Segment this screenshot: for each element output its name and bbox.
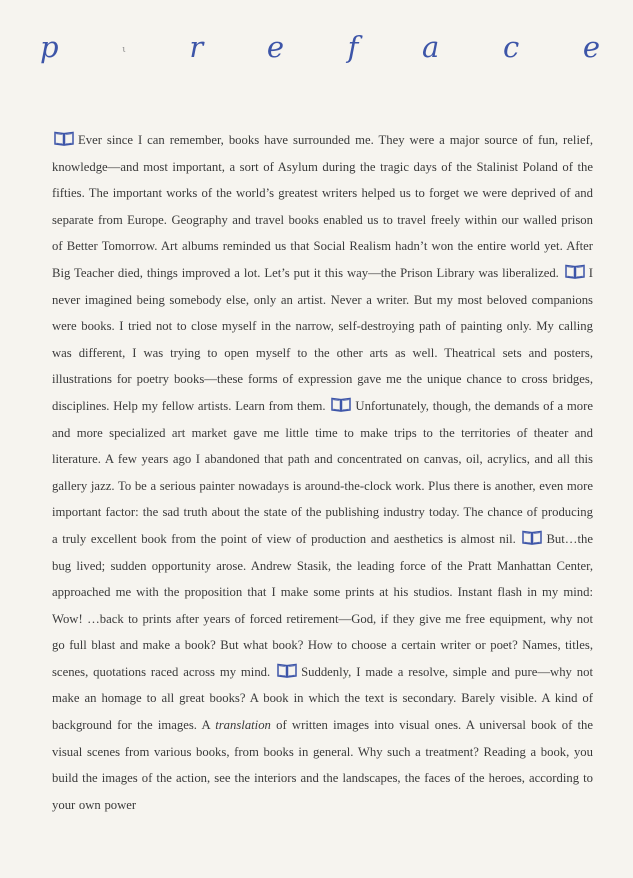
preface-body [52,127,593,818]
paragraph-1: Ever since I can remember, books have surrounded me. They were a major source of fun, relief, knowledge—and most important, a sort of Asylum during the tragic days of the Stalinist Poland of the fifties. The important works of the world’s greatest writers helped us to forget we were deprived of and separate from Europe. Geography and travel books enabled us to travel freely within our walled prison of Better Tomorrow. Art albums reminded us that Social Realism hadn’t won the entire world yet. After Big Teacher died, things improved a lot. Let’s put it this way—the Prison Library was liberalized. [52,133,593,280]
emphasis-translation: translation [215,718,271,733]
title-letter-f: f [347,30,359,64]
book-icon [522,530,542,545]
paragraph-4: But…the bug lived; sudden opportunity arose. Andrew Stasik, the leading force of the Pratt Manhattan Center, approached me with the proposition that I make some prints at his studios. Instant flash in my mind: Wow! …back to prints after years of forced retirement—God, if they give me free equipment, why not go full blast and make a book? But what book? How to choose a certain writer or poet? Names, titles, scenes, quotations raced across my mind. [52,531,593,679]
page-title [40,30,600,70]
title-letter-e2: e [582,30,600,64]
title-letter-c: c [502,30,520,64]
paragraph-2: I never imagined being somebody else, only an artist. Never a writer. But my most beloved companions were books. I tried not to close myself in the narrow, self-destroying path of painting only. My calling was different, I was trying to open myself to the other arts as well. Theatrical sets and posters, illustrations for poetry books—these forms of expression gave me the unique chance to cross bridges, disciplines. Help my fellow artists. Learn from them. [52,265,594,413]
paragraph-5-end: of written images into visual ones. A universal book of the visual scenes from various books, from books in general. Why such a treatment? Reading a book, you build the images of the action, see the interiors and the landscapes, the faces of the heroes, according to your own power [52,718,594,812]
book-icon [565,264,585,279]
book-icon [277,663,297,678]
title-letter-r: r [189,30,204,64]
paragraph-3: Unfortunately, though, the demands of a more and more specialized art market gave me little time to make trips to the territories of theater and literature. A few years ago I abandoned that path and concentrated on canvas, oil, acrylics, and all this gallery jazz. To be a serious painter nowadays is around-the-clock work. Plus there is another, even more important factor: the sad truth about the state of the publishing industry today. The chance of producing a truly excellent book from the point of view of production and aesthetics is almost nil. [52,398,594,546]
book-icon [331,397,351,412]
title-letter-a: a [422,30,440,64]
book-icon [54,131,74,146]
title-letter-p: p [40,30,59,64]
title-letter-e: e [266,30,285,64]
stray-mark: ι [122,45,126,55]
paragraph-5-start: Suddenly, I made a resolve, simple and pure—why not make an homage to all great books? A book in which the text is secondary. Barely visible. A kind of background for the images. A [52,664,593,733]
